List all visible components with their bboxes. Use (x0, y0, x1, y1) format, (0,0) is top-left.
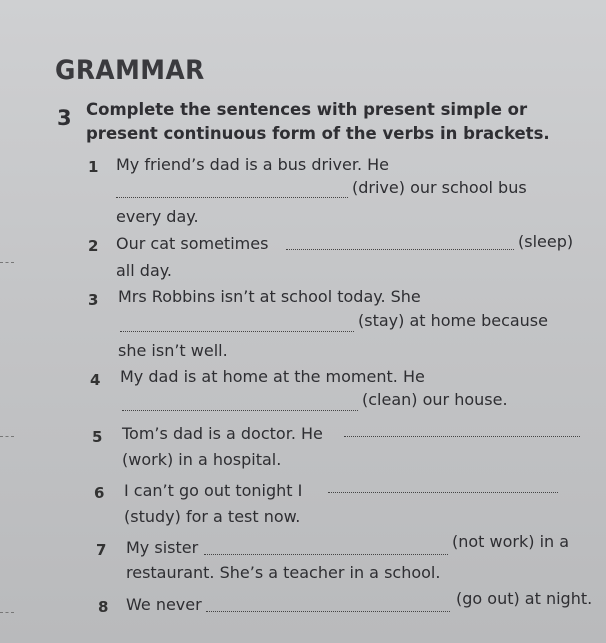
task-number: 3 (57, 106, 72, 130)
item-text: (work) in a hospital. (122, 450, 282, 469)
item-number: 5 (92, 428, 103, 446)
item-text: restaurant. She’s a teacher in a school. (126, 563, 441, 582)
item-number: 8 (98, 598, 109, 616)
instruction-line-1: Complete the sentences with present simple or (86, 100, 528, 119)
item-text: all day. (116, 261, 173, 280)
item-text: My sister (126, 538, 199, 557)
answer-blank[interactable] (122, 410, 358, 411)
item-text: We never (126, 595, 202, 614)
item-number: 3 (88, 291, 99, 309)
answer-blank[interactable] (116, 197, 348, 198)
item-text: (study) for a test now. (124, 507, 301, 526)
item-text: every day. (116, 207, 199, 226)
answer-blank[interactable] (344, 436, 580, 437)
item-text: (go out) at night. (456, 589, 593, 608)
item-text: (stay) at home because (358, 311, 548, 330)
section-heading: GRAMMAR (55, 55, 205, 86)
item-text: My dad is at home at the moment. He (120, 367, 425, 386)
item-text: she isn’t well. (118, 341, 228, 360)
answer-blank[interactable] (204, 554, 448, 555)
answer-blank[interactable] (120, 331, 354, 332)
margin-mark (0, 262, 14, 263)
answer-blank[interactable] (206, 611, 450, 612)
answer-blank[interactable] (328, 492, 558, 493)
answer-blank[interactable] (286, 249, 514, 250)
item-text: My friend’s dad is a bus driver. He (116, 155, 389, 174)
item-text: Our cat sometimes (116, 234, 269, 253)
item-text: I can’t go out tonight I (124, 481, 303, 500)
instruction-line-2: present continuous form of the verbs in brackets. (86, 124, 550, 143)
item-text: (drive) our school bus (352, 178, 527, 197)
item-text: (sleep) (518, 232, 574, 251)
item-number: 1 (88, 158, 99, 176)
item-text: (clean) our house. (362, 390, 508, 409)
margin-mark (0, 612, 14, 613)
item-text: Mrs Robbins isn’t at school today. She (118, 287, 421, 306)
item-number: 2 (88, 237, 99, 255)
item-number: 6 (94, 484, 105, 502)
item-number: 7 (96, 541, 107, 559)
item-text: Tom’s dad is a doctor. He (122, 424, 323, 443)
item-text: (not work) in a (452, 532, 570, 551)
item-number: 4 (90, 371, 101, 389)
margin-mark (0, 436, 14, 437)
